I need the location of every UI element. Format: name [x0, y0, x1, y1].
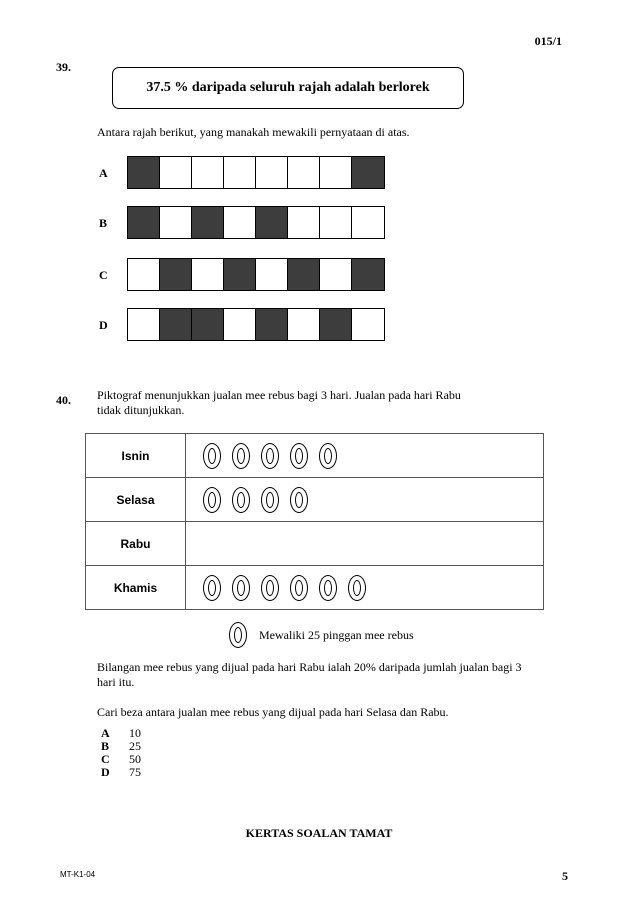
icon-group	[186, 443, 543, 469]
shaded-cell	[352, 259, 384, 290]
plate-icon	[203, 487, 221, 513]
unshaded-cell	[160, 207, 192, 238]
key-text: Mewaliki 25 pinggan mee rebus	[259, 627, 414, 642]
option-label: B	[99, 216, 108, 230]
plate-icon	[232, 443, 250, 469]
unshaded-cell	[192, 259, 224, 290]
plate-icon	[261, 575, 279, 601]
statement-box	[112, 67, 464, 109]
plate-icon	[319, 443, 337, 469]
plate-icon	[290, 487, 308, 513]
day-label: Rabu	[86, 522, 186, 566]
answer-label: D	[101, 765, 110, 779]
question-40-intro-line1: Piktograf menunjukkan jualan mee rebus bagi 3 hari. Jualan pada hari Rabu	[97, 388, 461, 402]
shaded-cell	[288, 259, 320, 290]
answer-label: A	[101, 726, 110, 740]
answer-value: 25	[129, 739, 141, 753]
unshaded-cell	[192, 157, 224, 188]
question-40-info-line1: Bilangan mee rebus yang dijual pada hari Rabu ialah 20% daripada jumlah jualan bagi 3	[97, 660, 522, 674]
plate-icon	[290, 575, 308, 601]
unshaded-cell	[320, 259, 352, 290]
end-of-paper: KERTAS SOALAN TAMAT	[245, 826, 393, 840]
question-39-prompt: Antara rajah berikut, yang manakah mewakili pernyataan di atas.	[97, 125, 410, 139]
shaded-cell	[128, 207, 160, 238]
day-label: Khamis	[86, 566, 186, 610]
unshaded-cell	[160, 157, 192, 188]
plate-icon	[203, 575, 221, 601]
question-40-question: Cari beza antara jualan mee rebus yang dijual pada hari Selasa dan Rabu.	[97, 705, 449, 719]
unshaded-cell	[128, 259, 160, 290]
plate-icon	[232, 575, 250, 601]
day-icons	[186, 434, 544, 478]
answer-option	[101, 766, 141, 779]
unshaded-cell	[128, 309, 160, 340]
plate-icon	[348, 575, 366, 601]
option-label: D	[99, 318, 108, 332]
plate-icon	[232, 487, 250, 513]
option-diagram	[127, 308, 385, 341]
question-40-number: 40.	[56, 393, 71, 407]
answer-value: 10	[129, 726, 141, 740]
footer-code: MT-K1-04	[60, 870, 96, 879]
question-40-info-line2: hari itu.	[97, 675, 135, 689]
shaded-cell	[320, 309, 352, 340]
plate-icon	[290, 443, 308, 469]
icon-group	[186, 487, 543, 513]
shaded-cell	[256, 309, 288, 340]
question-40-intro	[97, 388, 461, 418]
option-label: C	[99, 268, 108, 282]
shaded-cell	[224, 259, 256, 290]
unshaded-cell	[288, 309, 320, 340]
unshaded-cell	[256, 157, 288, 188]
unshaded-cell	[224, 157, 256, 188]
day-icons	[186, 522, 544, 566]
option-diagram	[127, 258, 385, 291]
plate-icon	[319, 575, 337, 601]
answer-label: C	[101, 752, 110, 766]
question-40-intro-line2: tidak ditunjukkan.	[97, 403, 185, 417]
paper-code: 015/1	[534, 34, 562, 48]
answer-value: 50	[129, 752, 141, 766]
unshaded-cell	[352, 309, 384, 340]
unshaded-cell	[224, 207, 256, 238]
unshaded-cell	[256, 259, 288, 290]
answer-label: B	[101, 739, 110, 753]
pictograph-row	[86, 566, 544, 610]
option-label: A	[99, 166, 108, 180]
shaded-cell	[192, 207, 224, 238]
statement-text: 37.5 % daripada seluruh rajah adalah berlorek	[146, 80, 430, 95]
shaded-cell	[128, 157, 160, 188]
day-icons	[186, 478, 544, 522]
shaded-cell	[160, 309, 192, 340]
question-40-answers	[101, 727, 141, 779]
page-number: 5	[562, 869, 568, 883]
day-label: Selasa	[86, 478, 186, 522]
plate-icon	[203, 443, 221, 469]
unshaded-cell	[352, 207, 384, 238]
answer-value: 75	[129, 765, 141, 779]
option-diagram	[127, 156, 385, 189]
unshaded-cell	[288, 207, 320, 238]
pictograph-row	[86, 522, 544, 566]
unshaded-cell	[224, 309, 256, 340]
shaded-cell	[256, 207, 288, 238]
day-label: Isnin	[86, 434, 186, 478]
option-diagram	[127, 206, 385, 239]
shaded-cell	[352, 157, 384, 188]
question-39-number: 39.	[56, 60, 71, 74]
unshaded-cell	[320, 157, 352, 188]
unshaded-cell	[288, 157, 320, 188]
pictograph-table	[85, 433, 544, 610]
pictograph-row	[86, 478, 544, 522]
icon-group	[186, 575, 543, 601]
unshaded-cell	[320, 207, 352, 238]
question-40-info	[97, 660, 522, 690]
day-icons	[186, 566, 544, 610]
plate-icon	[229, 622, 247, 648]
pictograph-row	[86, 434, 544, 478]
pictograph-key	[229, 622, 414, 648]
shaded-cell	[192, 309, 224, 340]
shaded-cell	[160, 259, 192, 290]
plate-icon	[261, 443, 279, 469]
plate-icon	[261, 487, 279, 513]
